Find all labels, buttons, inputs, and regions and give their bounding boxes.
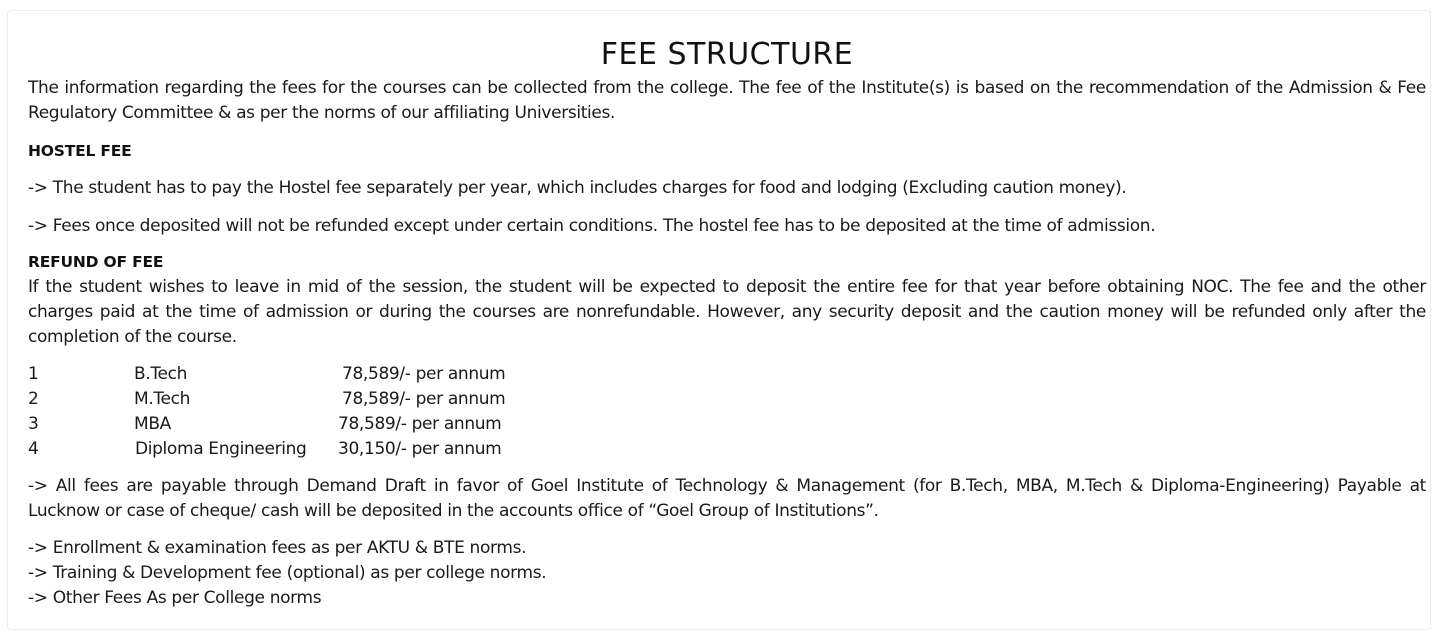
fee-table [28, 362, 1426, 462]
intro-paragraph: The information regarding the fees for the courses can be collected from the college. The fee of the Institute(s) is based on the recommendation of the Admission & Fee Regulatory Committee & as per the norms of our affiliating Universities. [28, 78, 1426, 123]
hostel-fee-heading: HOSTEL FEE [28, 142, 132, 160]
fee-row-number: 4 [28, 439, 39, 459]
fee-row-amount: 30,150/- per annum [338, 439, 502, 459]
fee-row-course: B.Tech [134, 364, 188, 384]
fee-row [28, 437, 1426, 462]
refund-fee-heading: REFUND OF FEE [28, 253, 164, 271]
fee-row [28, 387, 1426, 412]
refund-paragraph: If the student wishes to leave in mid of the session, the student will be expected to deposit the entire fee for that year before obtaining NOC. The fee and the other charges paid at the time of admission or during the courses are nonrefundable. However, any security deposit and the caution money will be refunded only after the completion of the course. [28, 277, 1426, 347]
page-title: FEE STRUCTURE [600, 37, 854, 72]
fee-row-number: 1 [28, 364, 39, 384]
payment-note: -> All fees are payable through Demand Draft in favor of Goel Institute of Technology & Management (for B.Tech, MBA, M.Tech & Diploma-Engineering) Payable at Lucknow or case of cheque/ cash will be deposited in the accounts office of “Goel Group of Institutions”. [28, 476, 1426, 521]
fee-row-number: 2 [28, 389, 39, 409]
fee-row-course: Diploma Engineering [135, 439, 307, 459]
note-training: -> Training & Development fee (optional) as per college norms. [28, 563, 547, 583]
fee-notes [28, 536, 1426, 611]
fee-row-amount: 78,589/- per annum [338, 414, 502, 434]
fee-row-course: M.Tech [134, 389, 191, 409]
fee-row [28, 362, 1426, 387]
fee-row-course: MBA [134, 414, 171, 434]
hostel-point-1: -> The student has to pay the Hostel fee separately per year, which includes charges for food and lodging (Excluding caution money). [28, 178, 1127, 198]
fee-row-number: 3 [28, 414, 39, 434]
fee-row-amount: 78,589/- per annum [342, 389, 506, 409]
hostel-point-2: -> Fees once deposited will not be refunded except under certain conditions. The hostel fee has to be deposited at the time of admission. [28, 216, 1156, 236]
fee-structure-content [28, 35, 1426, 611]
fee-structure-card [7, 10, 1431, 630]
note-enrollment: -> Enrollment & examination fees as per AKTU & BTE norms. [28, 538, 527, 558]
fee-row [28, 412, 1426, 437]
fee-row-amount: 78,589/- per annum [342, 364, 506, 384]
note-other-fees: -> Other Fees As per College norms [28, 588, 322, 608]
